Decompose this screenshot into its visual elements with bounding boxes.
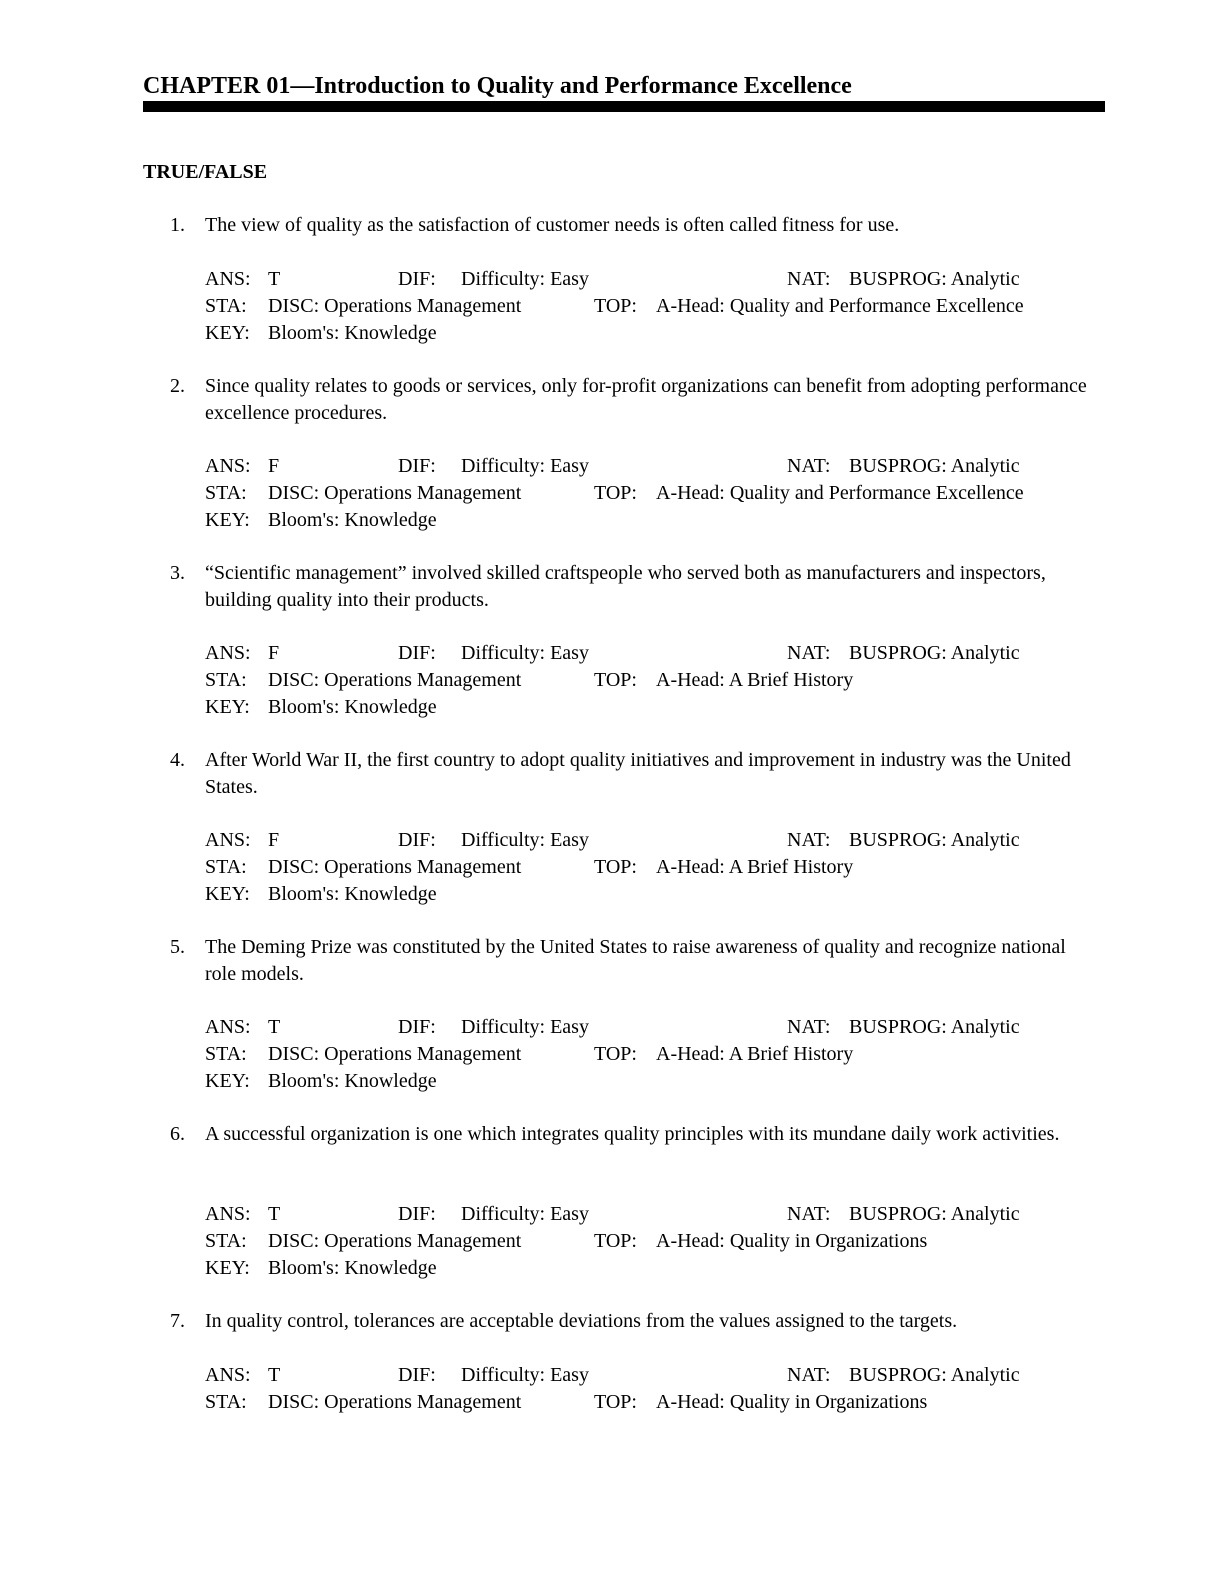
key-value: Bloom's: Knowledge [268,1257,437,1279]
top-value: A-Head: A Brief History [656,669,854,691]
top-value: A-Head: Quality in Organizations [656,1391,928,1413]
standard-row [0,854,1224,881]
nat-label: NAT: [787,1364,831,1386]
top-value: A-Head: Quality in Organizations [656,1230,928,1252]
ans-label: ANS: [205,268,251,290]
key-label: KEY: [205,1070,250,1092]
ans-value: T [268,1364,281,1386]
ans-value: T [268,1016,281,1038]
key-row [0,1068,1224,1095]
key-row [0,320,1224,347]
ans-label: ANS: [205,1364,251,1386]
standard-row [0,293,1224,320]
sta-label: STA: [205,1230,247,1252]
standard-row [0,1389,1224,1416]
top-label: TOP: [594,1043,637,1065]
top-label: TOP: [594,1391,637,1413]
key-value: Bloom's: Knowledge [268,696,437,718]
key-label: KEY: [205,883,250,905]
sta-value: DISC: Operations Management [268,856,522,878]
top-label: TOP: [594,295,637,317]
key-row [0,1255,1224,1282]
question-number: 6. [170,1123,185,1145]
answer-row [0,1201,1224,1228]
dif-label: DIF: [398,268,436,290]
key-row [0,694,1224,721]
top-label: TOP: [594,669,637,691]
sta-label: STA: [205,856,247,878]
question-number: 5. [170,936,185,958]
nat-label: NAT: [787,1203,831,1225]
key-value: Bloom's: Knowledge [268,883,437,905]
question-text: After World War II, the first country to adopt quality initiatives and improvement in industry was the United States. [205,749,1071,798]
question-text: A successful organization is one which integrates quality principles with its mundane daily work activities. [205,1123,1060,1145]
question-number: 1. [170,214,185,236]
ans-label: ANS: [205,1203,251,1225]
ans-label: ANS: [205,1016,251,1038]
dif-value: Difficulty: Easy [461,1203,589,1225]
standard-row [0,1041,1224,1068]
answer-row [0,827,1224,854]
answer-row [0,266,1224,293]
nat-label: NAT: [787,268,831,290]
nat-label: NAT: [787,1016,831,1038]
question-number: 3. [170,562,185,584]
standard-row [0,1228,1224,1255]
ans-value: F [268,642,280,664]
question-number: 4. [170,749,185,771]
key-label: KEY: [205,1257,250,1279]
ans-label: ANS: [205,455,251,477]
top-label: TOP: [594,856,637,878]
key-value: Bloom's: Knowledge [268,322,437,344]
ans-value: T [268,1203,281,1225]
nat-label: NAT: [787,455,831,477]
dif-label: DIF: [398,642,436,664]
nat-value: BUSPROG: Analytic [849,268,1020,290]
nat-value: BUSPROG: Analytic [849,642,1020,664]
sta-value: DISC: Operations Management [268,669,522,691]
key-label: KEY: [205,696,250,718]
question-text: The view of quality as the satisfaction of customer needs is often called fitness for use. [205,214,900,236]
ans-label: ANS: [205,642,251,664]
answer-row [0,640,1224,667]
dif-label: DIF: [398,829,436,851]
nat-label: NAT: [787,829,831,851]
dif-value: Difficulty: Easy [461,829,589,851]
section-heading: TRUE/FALSE [143,161,268,183]
sta-label: STA: [205,1391,247,1413]
dif-value: Difficulty: Easy [461,642,589,664]
sta-value: DISC: Operations Management [268,1043,522,1065]
sta-value: DISC: Operations Management [268,1230,522,1252]
dif-value: Difficulty: Easy [461,1016,589,1038]
nat-label: NAT: [787,642,831,664]
top-value: A-Head: Quality and Performance Excellence [656,482,1024,504]
key-row [0,507,1224,534]
standard-row [0,480,1224,507]
nat-value: BUSPROG: Analytic [849,1016,1020,1038]
dif-label: DIF: [398,1364,436,1386]
question-text: In quality control, tolerances are acceptable deviations from the values assigned to the targets. [205,1310,958,1332]
sta-value: DISC: Operations Management [268,295,522,317]
ans-value: F [268,829,280,851]
top-value: A-Head: A Brief History [656,856,854,878]
dif-label: DIF: [398,455,436,477]
answer-row [0,1362,1224,1389]
sta-label: STA: [205,669,247,691]
sta-label: STA: [205,482,247,504]
key-label: KEY: [205,509,250,531]
top-label: TOP: [594,1230,637,1252]
sta-value: DISC: Operations Management [268,482,522,504]
top-value: A-Head: A Brief History [656,1043,854,1065]
standard-row [0,667,1224,694]
question-text: The Deming Prize was constituted by the United States to raise awareness of quality and recognize national role models. [205,936,1066,985]
top-value: A-Head: Quality and Performance Excellence [656,295,1024,317]
sta-label: STA: [205,1043,247,1065]
nat-value: BUSPROG: Analytic [849,1364,1020,1386]
question-text: “Scientific management” involved skilled craftspeople who served both as manufacturers and inspectors, building quality into their products. [205,562,1046,611]
key-row [0,881,1224,908]
ans-value: T [268,268,281,290]
chapter-title: CHAPTER 01—Introduction to Quality and Performance Excellence [143,73,852,99]
nat-value: BUSPROG: Analytic [849,829,1020,851]
nat-value: BUSPROG: Analytic [849,1203,1020,1225]
top-label: TOP: [594,482,637,504]
key-label: KEY: [205,322,250,344]
key-value: Bloom's: Knowledge [268,1070,437,1092]
sta-value: DISC: Operations Management [268,1391,522,1413]
dif-value: Difficulty: Easy [461,268,589,290]
question-number: 7. [170,1310,185,1332]
sta-label: STA: [205,295,247,317]
ans-label: ANS: [205,829,251,851]
answer-row [0,453,1224,480]
dif-value: Difficulty: Easy [461,455,589,477]
key-value: Bloom's: Knowledge [268,509,437,531]
answer-row [0,1014,1224,1041]
nat-value: BUSPROG: Analytic [849,455,1020,477]
dif-label: DIF: [398,1203,436,1225]
dif-label: DIF: [398,1016,436,1038]
dif-value: Difficulty: Easy [461,1364,589,1386]
ans-value: F [268,455,280,477]
question-text: Since quality relates to goods or services, only for-profit organizations can benefit from adopting performance excellence procedures. [205,375,1087,424]
question-number: 2. [170,375,185,397]
title-rule [143,101,1105,112]
